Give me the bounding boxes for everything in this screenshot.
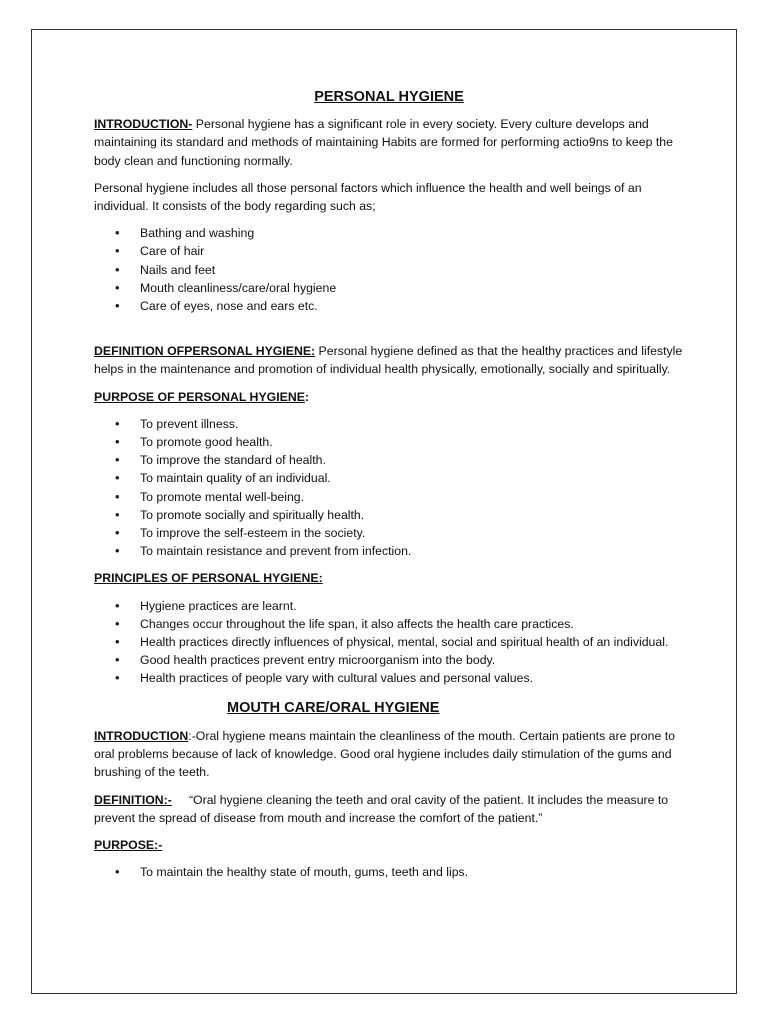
definition-heading: DEFINITION OFPERSONAL HYGIENE: [94,344,316,359]
list-item: • To improve the standard of health. [94,451,684,469]
principles-list [94,597,684,688]
purpose2-heading-line [94,836,684,854]
list-item: • Mouth cleanliness/care/oral hygiene [94,279,684,297]
list-item: • To promote mental well-being. [94,488,684,506]
list-item: • Nails and feet [94,261,684,279]
section-title: MOUTH CARE/ORAL HYGIENE [227,699,440,716]
purpose2-list [94,863,684,881]
document-page [31,29,737,994]
definition2-text: “Oral hygiene cleaning the teeth and oral cavity of the patient. It includes the measure to prevent the spread of disease from mouth and increase the comfort of the patient.” [94,792,672,825]
list-item: • To prevent illness. [94,415,684,433]
list-item: • Health practices directly influences of physical, mental, social and spiritual health of an individual. [94,633,684,651]
list-item: • To promote good health. [94,433,684,451]
definition2-paragraph [94,791,684,827]
document-body [94,88,684,890]
principles-heading: PRINCIPLES OF PERSONAL HYGIENE: [94,571,323,586]
purpose-colon: : [304,389,310,404]
definition-text: Personal hygiene defined as that the healthy practices and lifestyle helps in the maintenance and promotion of individual health physically, emotionally, socially and spiritually. [94,344,683,377]
list-item: • Changes occur throughout the life span, it also affects the health care practices. [94,615,684,633]
list-item: • To maintain quality of an individual. [94,469,684,487]
purpose2-heading: PURPOSE:- [94,837,163,852]
list-item: • Hygiene practices are learnt. [94,597,684,615]
spacer [94,324,684,342]
definition2-heading: DEFINITION:- [94,792,172,807]
factors-paragraph: Personal hygiene includes all those personal factors which influence the health and well beings of an individual. It consists of the body regarding such as; [94,180,642,214]
list-item: • To improve the self-esteem in the society. [94,524,684,542]
purpose-heading: PURPOSE OF PERSONAL HYGIENE [94,389,305,404]
intro2-paragraph [94,727,684,782]
body-care-list [94,224,684,315]
definition-paragraph [94,342,684,378]
purpose-list [94,415,684,561]
intro2-text: :-Oral hygiene means maintain the cleanliness of the mouth. Certain patients are prone to oral problems because of lack of knowledge. Good oral hygiene includes daily stimulation of the gums and brushing of the teeth. [94,728,675,780]
list-item: • To promote socially and spiritually health. [94,506,684,524]
list-item: • To maintain resistance and prevent from infection. [94,542,684,560]
intro-heading: INTRODUCTION- [94,117,193,132]
intro2-heading: INTRODUCTION [94,728,189,743]
purpose-heading-line [94,388,684,406]
intro-text: Personal hygiene has a significant role in every society. Every culture develops and maintaining its standard and methods of maintaining Habits are formed for performing actio9ns to keep the body clean and functioning normally. [94,117,673,168]
page-title: PERSONAL HYGIENE [314,89,464,105]
principles-heading-line [94,569,684,587]
list-item: • Bathing and washing [94,224,684,242]
list-item: • Good health practices prevent entry microorganism into the body. [94,651,684,669]
list-item: • Health practices of people vary with cultural values and personal values. [94,669,684,687]
list-item: • To maintain the healthy state of mouth, gums, teeth and lips. [94,863,684,881]
list-item: • Care of hair [94,242,684,260]
intro-paragraph [94,115,684,170]
list-item: • Care of eyes, nose and ears etc. [94,297,684,315]
